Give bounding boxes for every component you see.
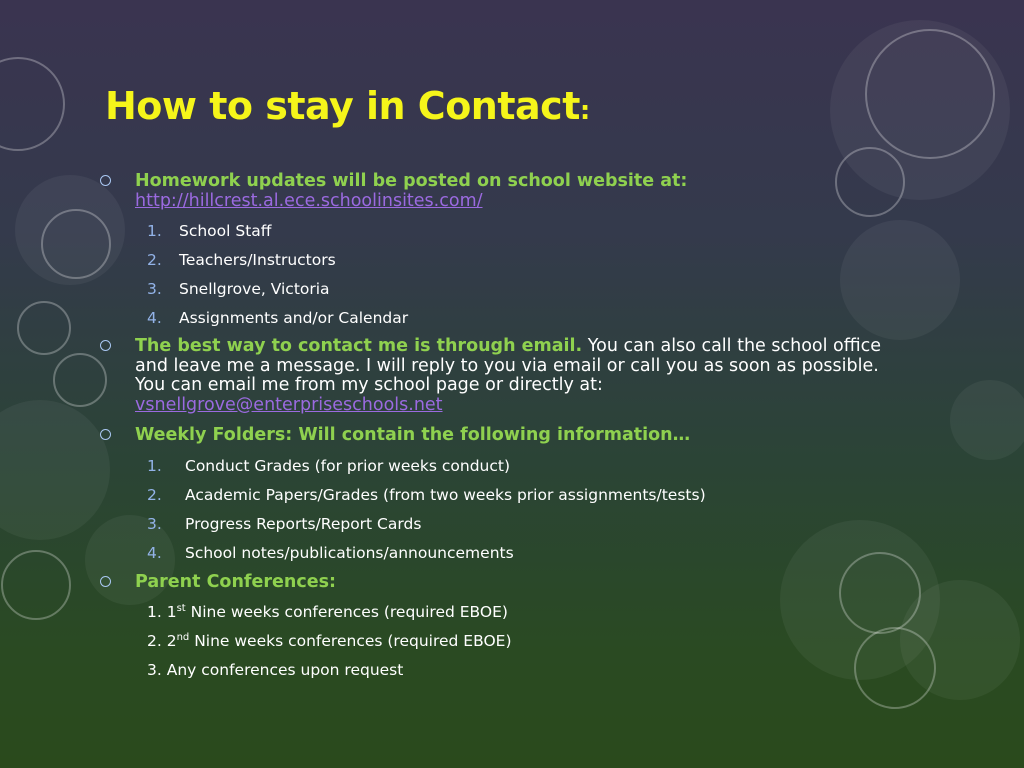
list-item: 1. 1st Nine weeks conferences (required EBOE)	[147, 602, 508, 621]
bullet-heading: Parent Conferences:	[135, 571, 337, 592]
bullet-circle-icon	[100, 576, 111, 587]
bullet-heading: Homework updates will be posted on school website at:	[135, 171, 688, 191]
bullet-circle-icon	[100, 340, 111, 351]
bullet-heading: Weekly Folders: Will contain the following information…	[135, 425, 691, 445]
bullet-circle-icon	[100, 429, 111, 440]
school-website-link[interactable]: http://hillcrest.al.ece.schoolinsites.com/	[135, 190, 483, 211]
list-item: 1. School Staff	[147, 222, 272, 240]
bullet-email-contact	[100, 337, 900, 415]
list-item: 3. Progress Reports/Report Cards	[147, 514, 422, 533]
list-item: 2. 2nd Nine weeks conferences (required EBOE)	[147, 631, 512, 650]
bullet-parent-conferences	[100, 573, 900, 593]
list-item: 2. Academic Papers/Grades (from two weeks prior assignments/tests)	[147, 485, 706, 504]
bullet-circle-icon	[100, 175, 111, 186]
list-item: 1. Conduct Grades (for prior weeks conduct)	[147, 456, 511, 475]
slide-content	[100, 172, 900, 679]
bullet-heading: The best way to contact me is through email.	[135, 336, 583, 356]
list-item: 2. Teachers/Instructors	[147, 251, 336, 269]
list-item: 3. Snellgrove, Victoria	[147, 280, 330, 298]
title-colon: :	[579, 96, 590, 126]
bullet-body: You can also call the school office and leave me a message. I will reply to you via email or call you as soon as possible. You can email me from my school page or directly at:	[135, 336, 882, 395]
email-link[interactable]: vsnellgrove@enterpriseschools.net	[135, 394, 443, 415]
bullet-weekly-folders	[100, 426, 900, 446]
bullet-homework	[100, 172, 900, 211]
slide-title: How to stay in Contact:	[105, 84, 590, 128]
list-item: 4. School notes/publications/announcements	[147, 543, 514, 562]
list-item: 4. Assignments and/or Calendar	[147, 309, 409, 327]
list-item: 3. Any conferences upon request	[147, 661, 404, 679]
